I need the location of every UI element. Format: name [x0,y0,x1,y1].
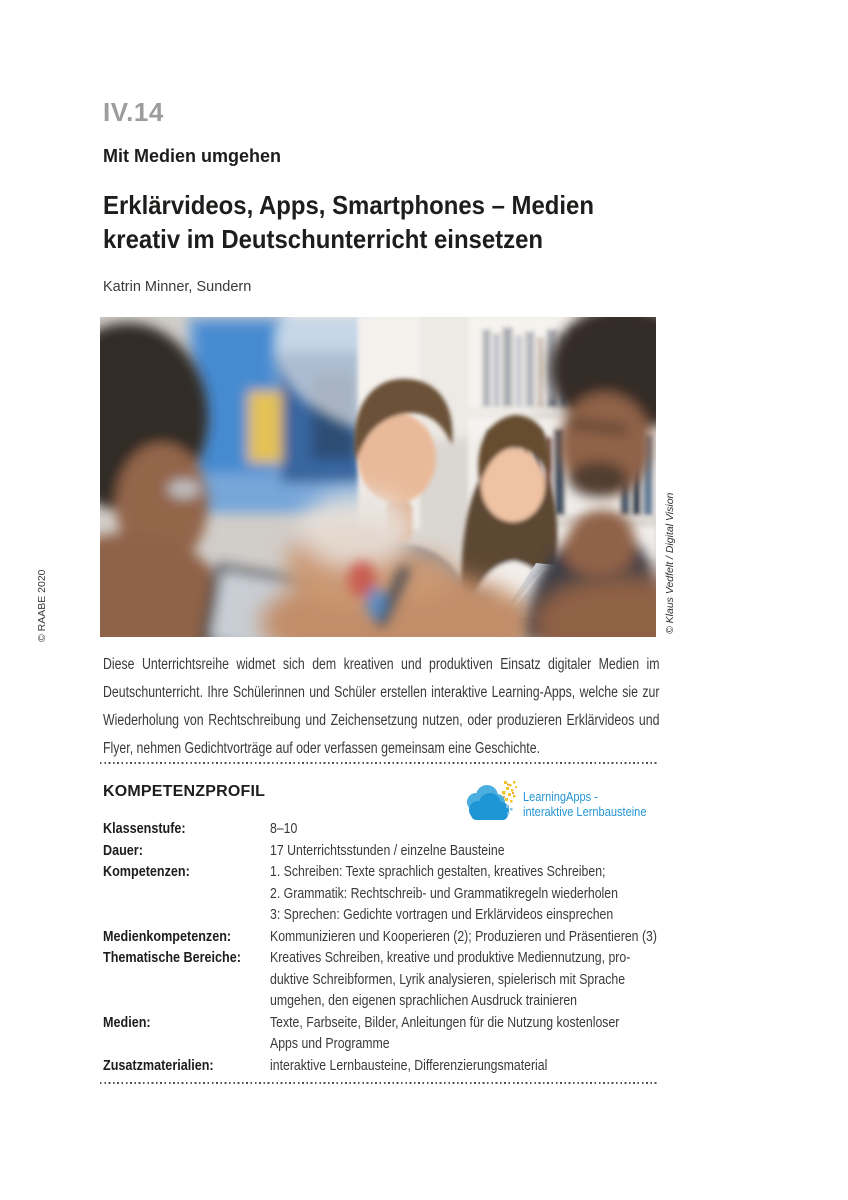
profile-label-klassenstufe: Klassenstufe: [103,820,186,837]
profile-value-zusatzmaterialien [270,1055,742,1077]
profile-value-kompetenzen [270,861,742,926]
students-library-photo [100,317,656,637]
series-title: Mit Medien umgehen [103,146,282,166]
profile-value-medienkompetenzen [270,926,742,948]
dotted-divider-bottom [100,1082,657,1084]
profile-label-dauer: Dauer: [103,841,143,859]
profile-label-kompetenzen: Kompetenzen: [103,863,190,880]
intro-paragraph-wrap [103,651,659,763]
students-library-photo-illustration [100,317,656,637]
article-title-line1: Erklärvideos, Apps, Smartphones – Medien [103,190,594,220]
profile-value-line: 2. Grammatik: Rechtschreib- und Grammatikregeln wiederholen [270,884,618,902]
learningapps-logo-text [523,789,668,819]
profile-value-line: Texte, Farbseite, Bilder, Anleitungen für die Nutzung kostenloser [270,1013,620,1031]
profile-value-medien [270,1012,742,1055]
author-line: Katrin Minner, Sundern [103,279,252,295]
kompetenzprofil-heading: KOMPETENZPROFIL [103,783,266,800]
profile-value-line: 8–10 [270,820,298,837]
profile-label-thematische-bereiche: Thematische Bereiche: [103,949,241,966]
unit-code: IV.14 [103,97,164,127]
article-title-line2: kreativ im Deutschunterricht einsetzen [103,224,544,254]
profile-value-line: umgehen, den eigenen sprachlichen Ausdruck trainieren [270,992,578,1009]
article-title [103,188,703,256]
profile-value-line: interaktive Lernbausteine, Differenzierungsmaterial [270,1056,548,1074]
dotted-divider-top [100,762,657,764]
profile-value-thematische-bereiche [270,947,742,1012]
profile-label-medien: Medien: [103,1013,151,1031]
profile-label-medienkompetenzen: Medienkompetenzen: [103,927,232,945]
photo-credit-vertical: © Klaus Vedfelt / Digital Vision [664,492,676,634]
profile-value-line: duktive Schreibformen, Lyrik analysieren, spielerisch mit Sprache [270,970,626,988]
profile-value-klassenstufe [270,818,742,840]
profile-value-line: Kommunizieren und Kooperieren (2); Produzieren und Präsentieren (3) [270,927,657,945]
intro-paragraph: Diese Unterrichtsreihe widmet sich dem kreativen und produktiven Einsatz digitaler Medien im Deutschunterricht. Ihre Schülerinnen und Schüler erstellen interaktive Learning-Apps, welche sie zur Wiederholung von Rechtschreibung und Zeichensetzung nutzen, oder produzieren Erklärvideos und Flyer, nehmen Gedichtvorträge auf oder verfassen gemeinsam eine Geschichte. [103,656,660,757]
kompetenzprofil-table [103,818,656,1076]
profile-value-line: Kreatives Schreiben, kreative und produktive Mediennutzung, pro- [270,949,631,966]
profile-value-dauer [270,840,742,862]
profile-value-line: 17 Unterrichtsstunden / einzelne Bausteine [270,841,505,859]
learningapps-logo-line1: LearningApps - [523,789,598,804]
profile-value-line: 1. Schreiben: Texte sprachlich gestalten, kreatives Schreiben; [270,863,606,880]
learningapps-logo-line2: interaktive Lernbausteine [523,804,647,819]
profile-value-line: 3: Sprechen: Gedichte vortragen und Erklärvideos einsprechen [270,906,614,923]
profile-value-line: Apps und Programme [270,1035,390,1052]
publisher-copyright-vertical: © RAABE 2020 [36,569,48,642]
profile-label-zusatzmaterialien: Zusatzmaterialien: [103,1056,214,1074]
